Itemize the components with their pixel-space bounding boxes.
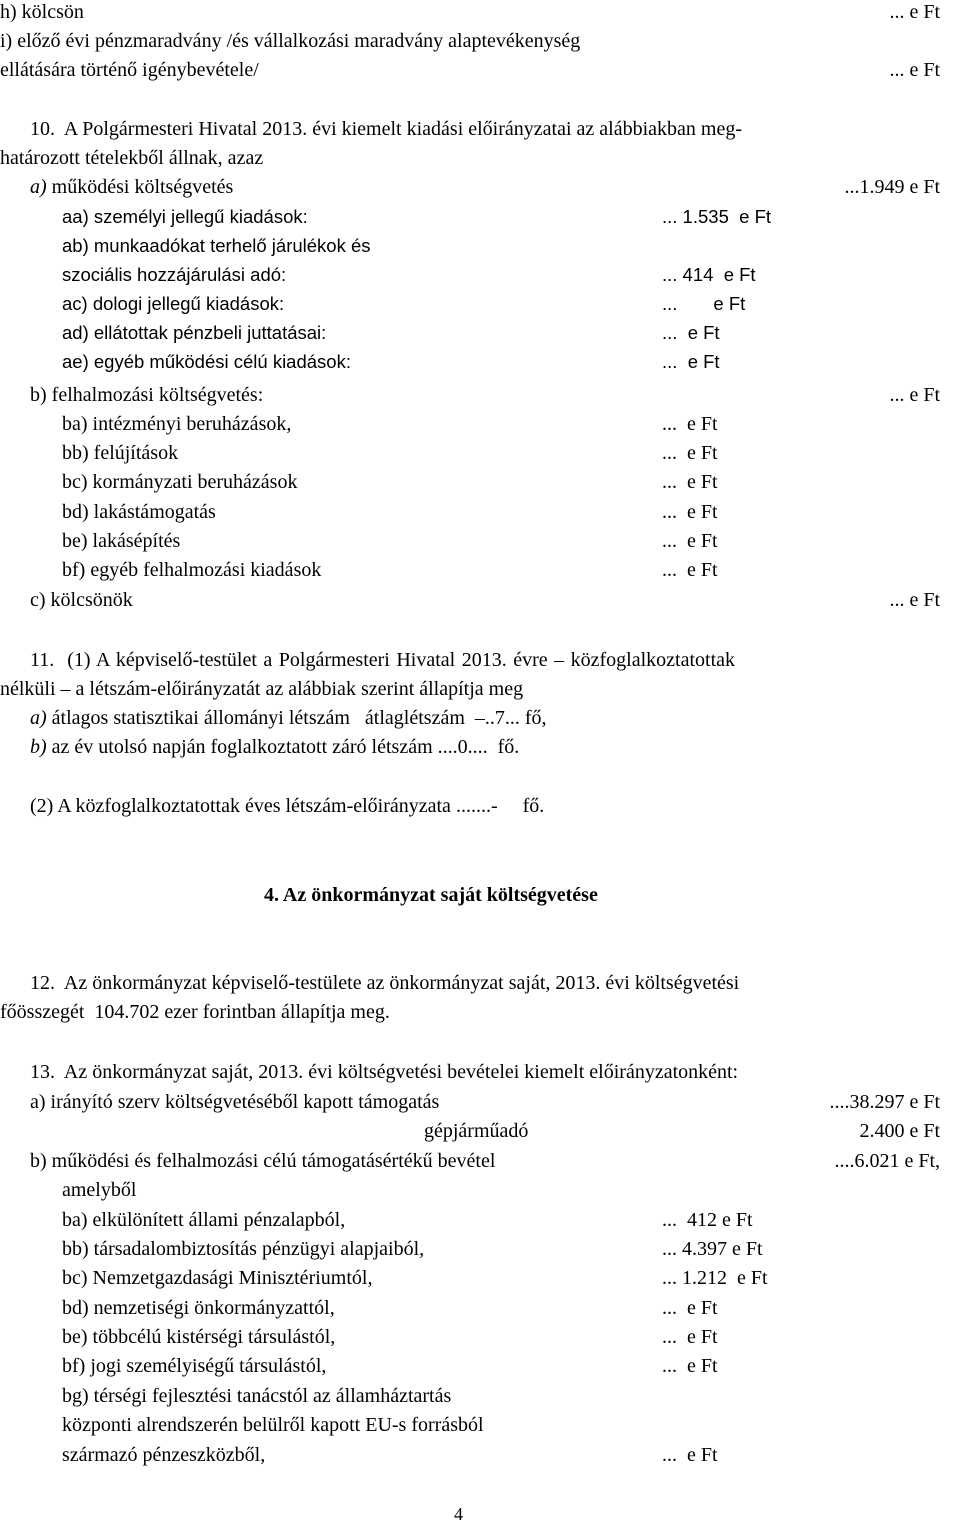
s10-line-1: 10. A Polgármesteri Hivatal 2013. évi kiemelt kiadási előirányzatai az alábbiakban meg- [30, 118, 742, 140]
s10-a-label [30, 175, 233, 199]
s13-bd-value: ... e Ft [662, 1297, 718, 1319]
s13-amelybol: amelyből [62, 1179, 137, 1201]
h-kolcson-label: h) kölcsön [0, 1, 84, 23]
s10-a-text: működési költségvetés [46, 176, 234, 198]
s13-bf-label: bf) jogi személyiségű társulástól, [62, 1355, 327, 1377]
s10-b-label: b) felhalmozási költségvetés: [30, 384, 264, 406]
s13-line-1: 13. Az önkormányzat saját, 2013. évi költségvetési bevételei kiemelt előirányzatonként: [30, 1061, 739, 1083]
s13-ba-value: ... 412 e Ft [662, 1209, 753, 1231]
s11-a-text: átlagos statisztikai állományi létszám átlaglétszám –..7... fő, [46, 707, 547, 729]
s11-line-1: 11. (1) A képviselő-testület a Polgármesteri Hivatal 2013. évre – közfoglalkoztatottak [30, 649, 736, 671]
s13-a-label: a) irányító szerv költségvetéséből kapott támogatás [30, 1091, 440, 1113]
s10-be-value: ... e Ft [662, 530, 718, 552]
s12-line-1: 12. Az önkormányzat képviselő-testülete az önkormányzat saját, 2013. évi költségvetési [30, 972, 740, 994]
s13-be-value: ... e Ft [662, 1326, 718, 1348]
s10-c-value: ... e Ft [889, 589, 940, 611]
s10-a-letter: a) [30, 176, 47, 198]
s10-a-value: ...1.949 e Ft [844, 176, 940, 198]
s10-ab2-label: szociális hozzájárulási adó: [62, 264, 287, 285]
s10-b-value: ... e Ft [889, 384, 940, 406]
s13-bb-label: bb) társadalombiztosítás pénzügyi alapjaiból, [62, 1238, 425, 1260]
s11-paragraph-2: (2) A közfoglalkoztatottak éves létszám-előirányzata .......- fő. [30, 795, 545, 817]
i-value: ... e Ft [889, 59, 940, 81]
section-heading-4: 4. Az önkormányzat saját költségvetése [264, 884, 598, 906]
s10-ba-value: ... e Ft [662, 413, 718, 435]
s10-bc-label: bc) kormányzati beruházások [62, 471, 298, 493]
s11-line-2: nélküli – a létszám-előirányzatát az alábbiak szerint állapítja meg [0, 678, 524, 700]
s13-bc-value: ... 1.212 e Ft [662, 1267, 768, 1289]
s10-ab2-value: ... 414 e Ft [662, 264, 756, 285]
s10-bb-value: ... e Ft [662, 442, 718, 464]
h-kolcson-value: ... e Ft [889, 1, 940, 23]
s13-bb-value: ... 4.397 e Ft [662, 1238, 763, 1260]
s13-b-value: ....6.021 e Ft, [834, 1150, 940, 1172]
s10-ad-value: ... e Ft [662, 322, 720, 343]
s13-bc-label: bc) Nemzetgazdasági Minisztériumtól, [62, 1267, 373, 1289]
s10-bd-value: ... e Ft [662, 501, 718, 523]
s11-b-line [30, 735, 519, 759]
s10-ab-label: ab) munkaadókat terhelő járulékok és [62, 235, 371, 256]
s10-bc-value: ... e Ft [662, 471, 718, 493]
s10-bf-value: ... e Ft [662, 559, 718, 581]
s10-ac-value: ... e Ft [662, 293, 746, 314]
s10-ac-label: ac) dologi jellegű kiadások: [62, 293, 285, 314]
s13-bg-line-2: központi alrendszerén belülről kapott EU-s forrásból [62, 1414, 484, 1436]
i-line-1: i) előző évi pénzmaradvány /és vállalkozási maradvány alaptevékenység [0, 30, 581, 52]
s13-gepjarmuado-label: gépjárműadó [424, 1120, 529, 1142]
s11-a-line [30, 706, 547, 730]
s13-bg-value: ... e Ft [662, 1444, 718, 1466]
s11-a-letter: a) [30, 707, 47, 729]
s13-bg-line-1: bg) térségi fejlesztési tanácstól az államháztartás [62, 1385, 452, 1407]
s11-b-letter: b) [30, 736, 47, 758]
s10-bb-label: bb) felújítások [62, 442, 179, 464]
s11-b-text: az év utolsó napján foglalkoztatott záró létszám ....0.... fő. [46, 736, 520, 758]
s13-bd-label: bd) nemzetiségi önkormányzattól, [62, 1297, 335, 1319]
s10-bd-label: bd) lakástámogatás [62, 501, 216, 523]
s10-bf-label: bf) egyéb felhalmozási kiadások [62, 559, 322, 581]
i-line-2: ellátására történő igénybevétele/ [0, 59, 259, 81]
s13-a-value: ....38.297 e Ft [829, 1091, 940, 1113]
s10-be-label: be) lakásépítés [62, 530, 181, 552]
s12-line-2: főösszegét 104.702 ezer forintban állapítja meg. [0, 1001, 390, 1023]
s10-ae-value: ... e Ft [662, 351, 720, 372]
s13-gepjarmuado-value: 2.400 e Ft [829, 1120, 940, 1142]
s13-ba-label: ba) elkülönített állami pénzalapból, [62, 1209, 346, 1231]
s10-line-2: határozott tételekből állnak, azaz [0, 147, 264, 169]
s13-b-label: b) működési és felhalmozási célú támogatásértékű bevétel [30, 1150, 496, 1172]
s10-ad-label: ad) ellátottak pénzbeli juttatásai: [62, 322, 327, 343]
s10-aa-label: aa) személyi jellegű kiadások: [62, 206, 308, 227]
s10-c-label: c) kölcsönök [30, 589, 133, 611]
s13-bf-value: ... e Ft [662, 1355, 718, 1377]
s13-bg-line-3: származó pénzeszközből, [62, 1444, 266, 1466]
s13-be-label: be) többcélú kistérségi társulástól, [62, 1326, 336, 1348]
s10-ae-label: ae) egyéb működési célú kiadások: [62, 351, 351, 372]
page-number: 4 [454, 1504, 463, 1524]
s10-ba-label: ba) intézményi beruházások, [62, 413, 292, 435]
s10-aa-value: ... 1.535 e Ft [662, 206, 772, 227]
